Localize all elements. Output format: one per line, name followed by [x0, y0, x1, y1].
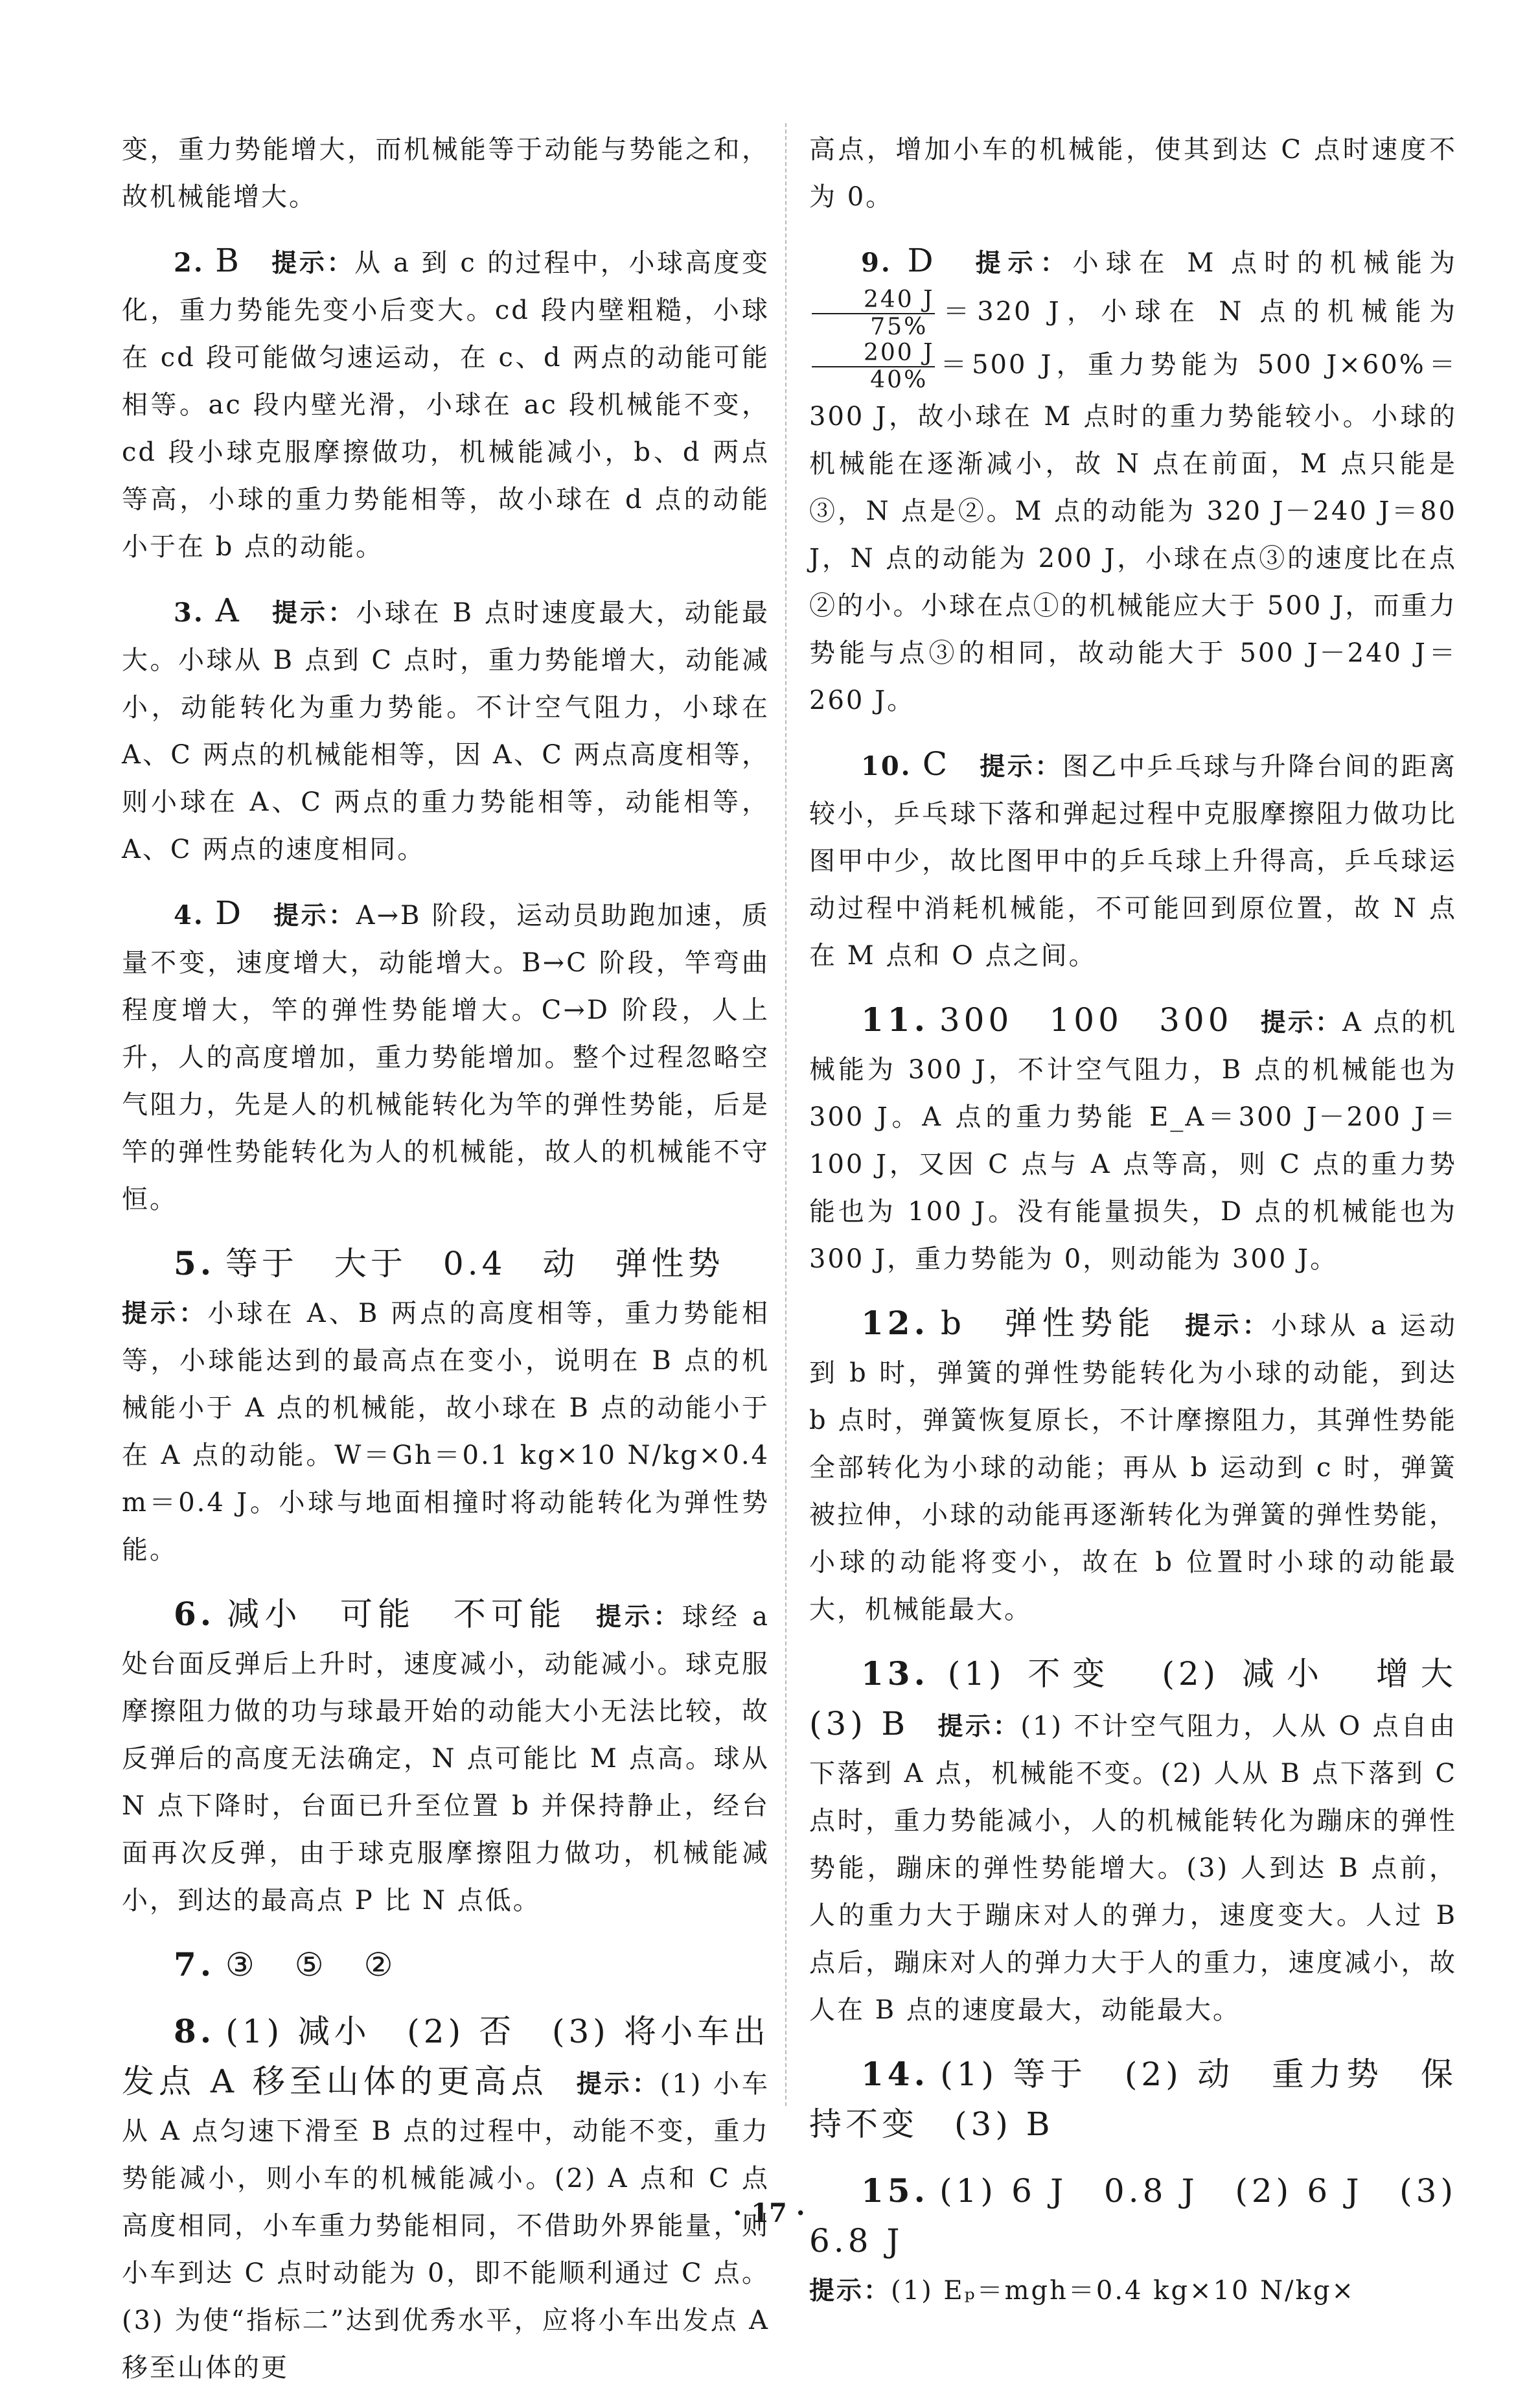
- answer-15: 15. (1) 6 J 0.8 J (2) 6 J (3) 6.8 J 提示：(1) Eₚ＝mgh＝0.4 kg×10 N/kg×: [809, 2171, 1458, 2306]
- column-divider: [785, 123, 786, 2106]
- answer-12: 12. b 弹性势能 提示：小球从 a 运动到 b 时，弹簧的弹性势能转化为小球的动能，到达 b 点时，弹簧恢复原长，不计摩擦阻力，其弹性势能全部转化为小球的动能；再从 b 运动到 c 时，弹簧被拉伸，小球的动能再逐渐转化为弹簧的弹性势能，小球的动能将变小，故在 b 位置时小球的动能最大，机械能最大。: [809, 1304, 1457, 1625]
- paragraph: 变，重力势能增大，而机械能等于动能与势能之和，故机械能增大。: [122, 135, 770, 212]
- answer-4: 4. D 提示：A→B 阶段，运动员助跑加速，质量不变，速度增大，动能增大。B→C 阶段，竿弯曲程度增大，竿的弹性势能增大。C→D 阶段，人上升，人的高度增加，重力势能增加。整个过程忽略空气阻力，先是人的机械能转化为竿的弹性势能，后是竿的弹性势能转化为人的机械能，故人的机械能不守恒。: [122, 894, 770, 1214]
- answer-2: 2. B 提示：从 a 到 c 的过程中，小球高度变化，重力势能先变小后变大。cd 段内壁粗糙，小球在 cd 段可能做匀速运动，在 c、d 两点的动能可能相等。ac 段内壁光滑，小球在 ac 段机械能不变，cd 段小球克服摩擦做功，机械能减小，b、d 两点等高，小球的重力势能相等，故小球在 d 点的动能小于在 b 点的动能。: [122, 242, 770, 562]
- answer-6: 6. 减小 可能 不可能 提示：球经 a 处台面反弹后上升时，速度减小，动能减小。球克服摩擦阻力做的功与球最开始的动能大小无法比较，故反弹后的高度无法确定，N 点可能比 M 点高。球从 N 点下降时，台面已升至位置 b 并保持静止，经台面再次反弹，由于球克服摩擦阻力做功，机械能减小，到达的最高点 P 比 N 点低。: [122, 1595, 770, 1916]
- answer-7: 7. ③ ⑤ ②: [174, 1945, 397, 1984]
- answer-10: 10. C 提示：图乙中乒乓球与升降台间的距离较小，乒乓球下落和弹起过程中克服摩擦阻力做功比图甲中少，故比图甲中的乒乓球上升得高，乒乓球运动过程中消耗机械能，不可能回到原位置，故 N 点在 M 点和 O 点之间。: [809, 745, 1458, 971]
- fraction: $\frac{240 J}{75\%}$: [812, 287, 935, 340]
- left-column: [122, 126, 770, 2408]
- answer-8: 8. (1) 减小 (2) 否 (3) 将小车出发点 A 移至山体的更高点 提示：(1) 小车从 A 点匀速下滑至 B 点的过程中，动能不变，重力势能减小，则小车的机械能减小。(2) A 点和 C 点高度相同，小车重力势能相同，不借助外界能量，则小车到达 C 点时动能为 0，即不能顺利通过 C 点。(3) 为使“指标二”达到优秀水平，应将小车出发点 A 移至山体的更: [122, 2012, 770, 2383]
- answer-14: 14. (1) 等于 (2) 动 重力势 保持不变 (3) B: [809, 2055, 1457, 2143]
- answer-5: 5. 等于 大于 0.4 动 弹性势 提示：小球在 A、B 两点的高度相等，重力势能相等，小球能达到的最高点在变小，说明在 B 点的机械能小于 A 点的机械能，故小球在 B 点的动能小于在 A 点的动能。W＝Gh＝0.1 kg×10 N/kg×0.4 m＝0.4 J。小球与地面相撞时将动能转化为弹性势能。: [122, 1244, 770, 1565]
- answer-13: 13. (1) 不变 (2) 减小 增大 (3) B 提示：(1) 不计空气阻力，人从 O 点自由下落到 A 点，机械能不变。(2) 人从 B 点下落到 C 点时，重力势能减小，人的机械能转化为蹦床的弹性势能，蹦床的弹性势能增大。(3) 人到达 B 点前，人的重力大于蹦床对人的弹力，速度变大。人过 B 点后，蹦床对人的弹力大于人的重力，速度减小，故人在 B 点的速度最大，动能最大。: [809, 1654, 1493, 2025]
- page-number: · 17 ·: [733, 2198, 805, 2229]
- answer-9: 9. D 提示：小球在 M 点时的机械能为 $\frac{240 J}{75\%}$ ＝320 J，小球在 N 点的机械能为 $\frac{200 J}{40\%}$ ＝500 J，重力势能为 500 J×60%＝300 J，故小球在 M 点时的重力势能较小。小球的机械能在逐渐减小，故 N 点在前面，M 点只能是③，N 点是②。M 点的动能为 320 J－240 J＝80 J，N 点的动能为 200 J，小球在点③的速度比在点②的小。小球在点①的机械能应大于 500 J，而重力势能与点③的相同，故动能大于 500 J－240 J＝260 J。: [809, 242, 1458, 715]
- answer-11: 11. 300 100 300 提示：A 点的机械能为 300 J，不计空气阻力，B 点的机械能也为 300 J。A 点的重力势能 E_A＝300 J－200 J＝100 J，又因 C 点与 A 点等高，则 C 点的重力势能也为 100 J。没有能量损失，D 点的机械能也为 300 J，重力势能为 0，则动能为 300 J。: [809, 1001, 1457, 1274]
- fraction: $\frac{200 J}{40\%}$: [812, 340, 935, 393]
- answer-3: 3. A 提示：小球在 B 点时速度最大，动能最大。小球从 B 点到 C 点时，重力势能增大，动能减小，动能转化为重力势能。不计空气阻力，小球在 A、C 两点的机械能相等，因 A、C 两点高度相等，则小球在 A、C 两点的重力势能相等，动能相等，A、C 两点的速度相同。: [122, 592, 770, 864]
- paragraph: 高点，增加小车的机械能，使其到达 C 点时速度不为 0。: [809, 135, 1457, 212]
- right-column: [809, 126, 1493, 2331]
